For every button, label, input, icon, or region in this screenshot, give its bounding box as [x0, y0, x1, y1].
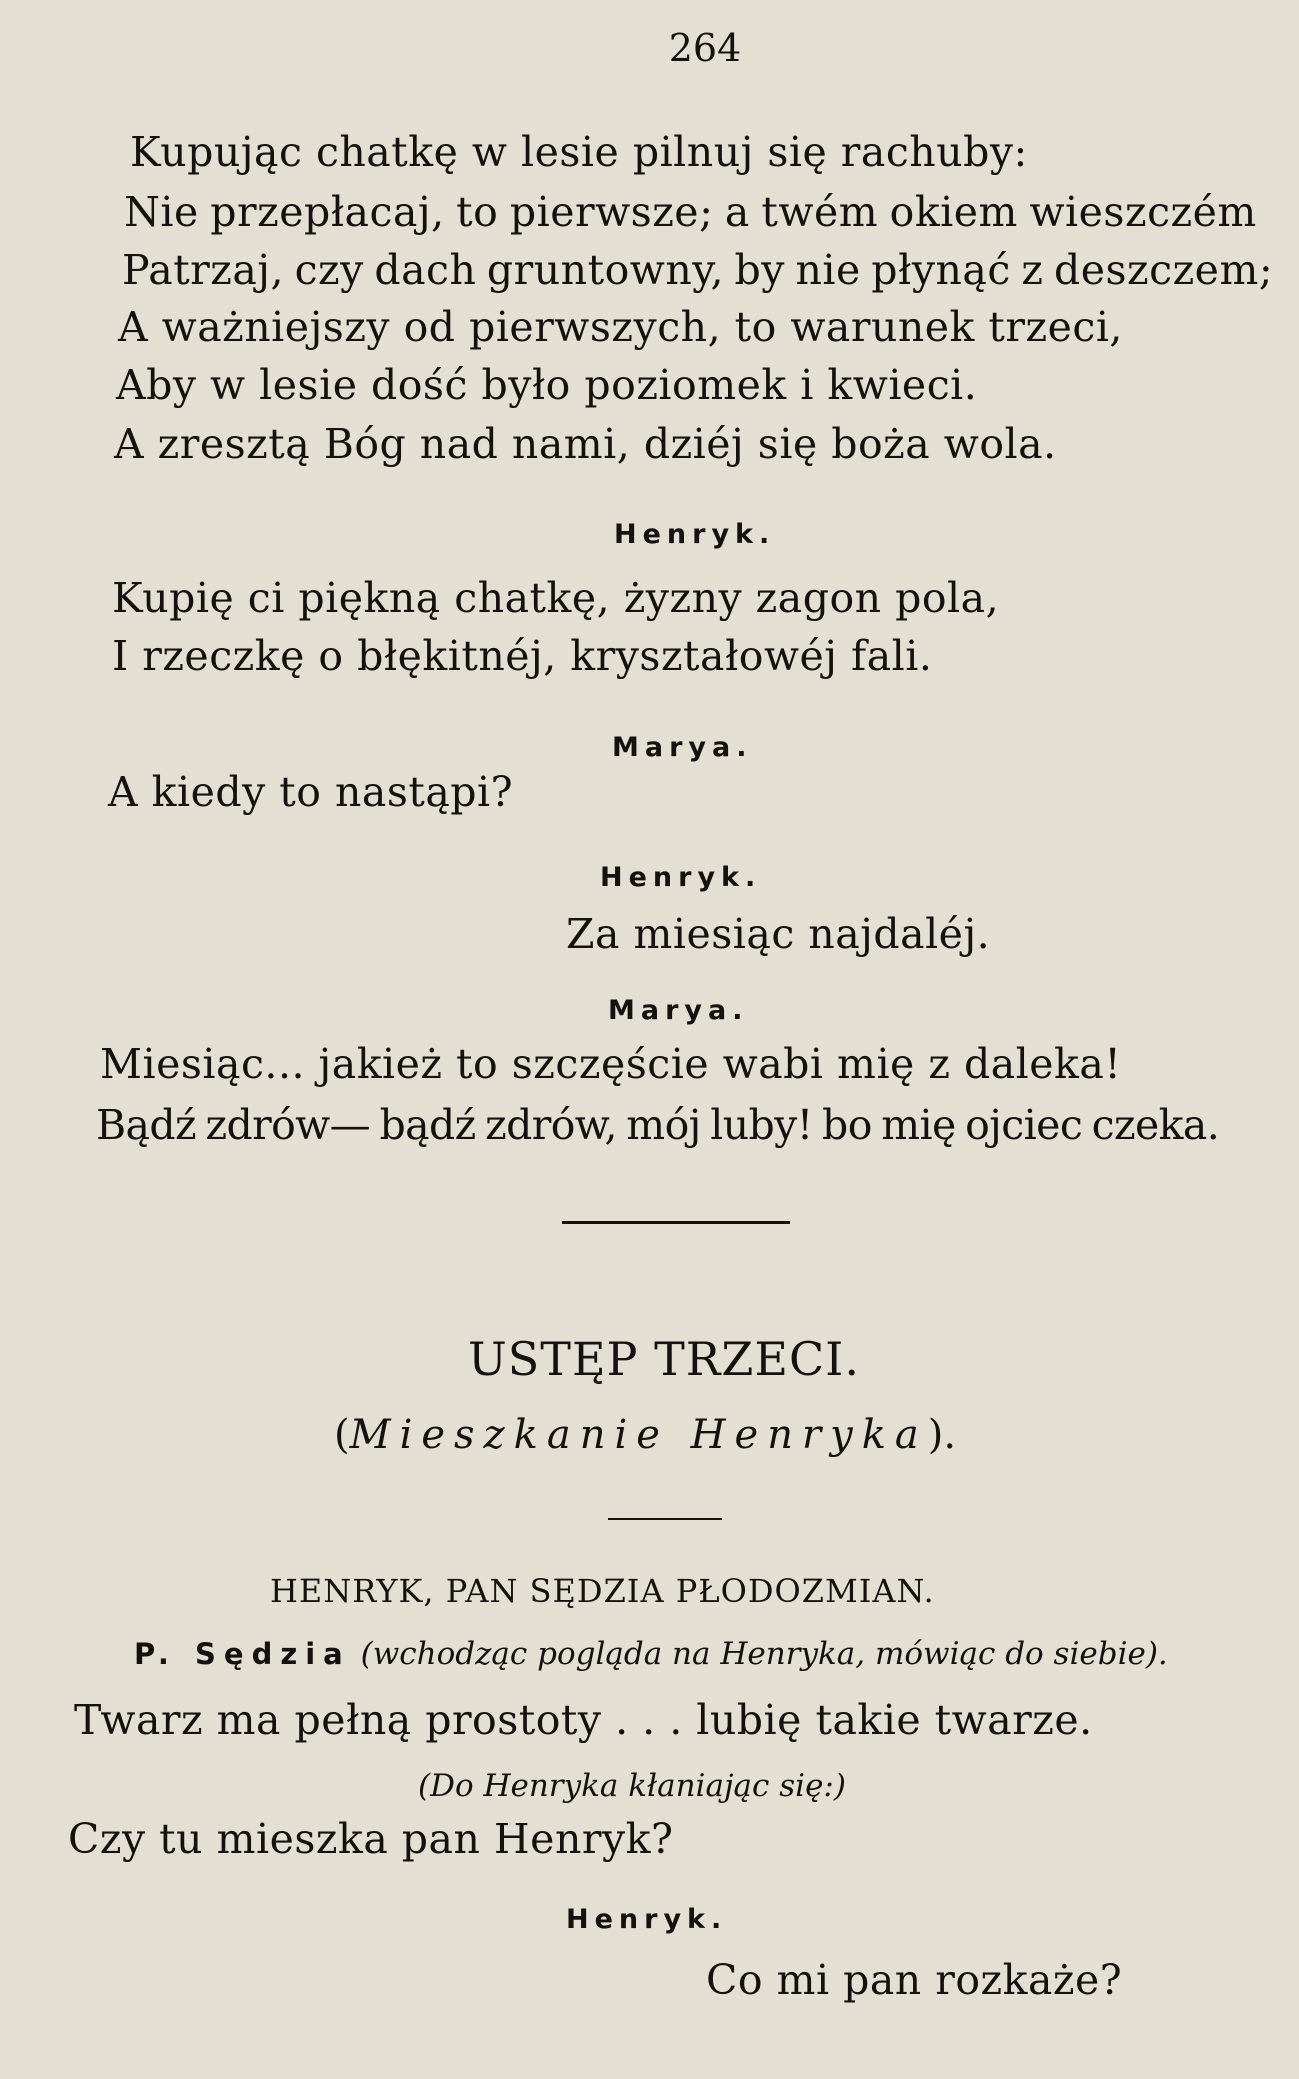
speaker-henryk: Henryk. — [600, 862, 762, 893]
verse-line: Czy tu mieszka pan Henryk? — [68, 1815, 674, 1863]
divider-rule — [562, 1221, 790, 1224]
stage-direction — [134, 1636, 1168, 1672]
subtitle-paren-open: ( — [334, 1412, 350, 1458]
verse-line: Co mi pan rozkaże? — [706, 1956, 1123, 2004]
verse-line: Aby w lesie dość było poziomek i kwieci. — [116, 361, 978, 409]
verse-line: Za miesiąc najdaléj. — [566, 910, 991, 958]
verse-line: Bądź zdrów— bądź zdrów, mój luby! bo mię ojciec czeka. — [96, 1101, 1220, 1149]
subtitle-place: Mieszkanie Henryka — [349, 1412, 928, 1458]
stage-direction-text: (wchodząc pogląda na Henryka, mówiąc do siebie). — [360, 1636, 1168, 1672]
verse-line: Twarz ma pełną prostoty . . . lubię takie twarze. — [74, 1696, 1093, 1744]
speaker-henryk: Henryk. — [566, 1904, 728, 1935]
verse-line: I rzeczkę o błękitnéj, kryształowéj fali. — [112, 632, 933, 680]
verse-line: Miesiąc... jakież to szczęście wabi mię z daleka! — [100, 1040, 1122, 1088]
verse-line: Kupię ci piękną chatkę, żyzny zagon pola, — [112, 574, 1000, 622]
section-title: USTĘP TRZECI. — [468, 1332, 860, 1386]
cast-list: HENRYK, PAN SĘDZIA PŁODOZMIAN. — [270, 1572, 935, 1610]
speaker-marya: Marya. — [612, 732, 753, 763]
verse-line: A kiedy to nastąpi? — [108, 768, 514, 816]
verse-line: A ważniejszy od pierwszych, to warunek trzeci, — [118, 303, 1123, 351]
verse-line: Kupując chatkę w lesie pilnuj się rachuby: — [130, 128, 1028, 176]
section-subtitle — [334, 1412, 956, 1458]
short-divider-rule — [608, 1518, 722, 1520]
stage-direction-aside: (Do Henryka kłaniając się:) — [418, 1768, 846, 1804]
subtitle-paren-close: ). — [927, 1412, 957, 1458]
verse-line: Nie przepłacaj, to pierwsze; a twém okiem wieszczém — [124, 188, 1257, 236]
page-number: 264 — [668, 26, 742, 70]
stage-direction-speaker: P. Sędzia — [134, 1637, 351, 1671]
verse-line: Patrzaj, czy dach gruntowny, by nie płynąć z deszczem; — [122, 246, 1274, 294]
speaker-marya: Marya. — [608, 995, 749, 1026]
verse-line: A zresztą Bóg nad nami, dziéj się boża wola. — [114, 420, 1057, 468]
speaker-henryk: Henryk. — [614, 519, 776, 550]
